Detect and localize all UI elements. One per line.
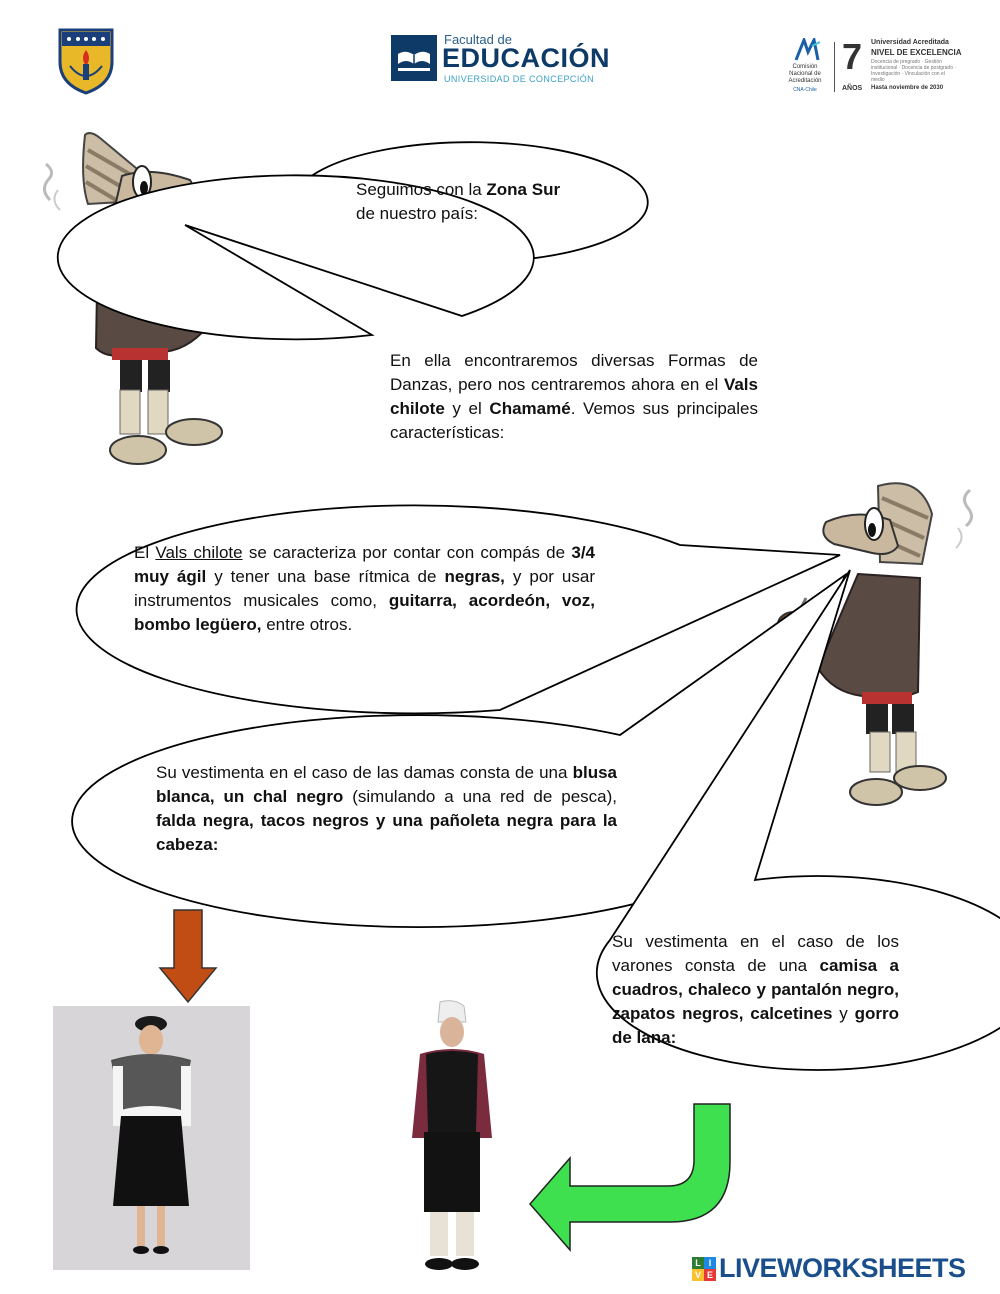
bubble-3-bold: guitarra, acordeón, voz, bombo legüero, (134, 591, 595, 634)
badge-cell: E (704, 1269, 716, 1281)
accreditation-title1: Universidad Acreditada (871, 39, 949, 46)
faculty-line2: EDUCACIÓN (442, 43, 611, 73)
bubble-2-text (390, 349, 758, 445)
bubble-5-bold: gorro de lana: (612, 1004, 899, 1047)
cna-agency: Comisión Nacional de Acreditación (788, 64, 822, 84)
bubble-1-bold: Zona Sur (486, 180, 561, 199)
bubble-5-part: Su vestimenta en el caso de los varones consta de una (612, 932, 899, 975)
woman-costume-photo (53, 1006, 250, 1270)
accreditation-areas: Docencia de pregrado · Gestión institucional · Docencia de postgrado · Investigación · Vinculación con el medio (871, 59, 957, 83)
bubble-2-part: . Vemos sus principales características: (390, 399, 758, 442)
bubble-2-part: y el (444, 399, 490, 418)
down-arrow-icon (158, 908, 218, 1004)
bubble-4-bold: blusa blanca, un chal negro (156, 763, 617, 806)
bubble-1-text (356, 178, 616, 226)
badge-cell: V (692, 1269, 704, 1281)
accreditation-years-label: AÑOS (842, 85, 863, 92)
badge-cell: I (704, 1257, 716, 1269)
man-figure-icon (402, 998, 502, 1284)
bubble-3-bold: negras, (444, 567, 505, 586)
badge-cell: L (692, 1257, 704, 1269)
bubble-1-part: Seguimos con la (356, 180, 487, 199)
bubble-5-bold: camisa a cuadros, chaleco y pantalón negro, zapatos negros, calcetines (612, 956, 900, 1023)
bubble-2-bold: Vals chilote (390, 375, 758, 418)
bubble-4-part: Su vestimenta en el caso de las damas consta de una (156, 763, 573, 782)
bubble-2-part: En ella encontraremos diversas Formas de Danzas, pero nos centraremos ahora en el (390, 351, 758, 394)
liveworksheets-badge (692, 1257, 716, 1281)
bubble-2-bold: Chamamé (489, 399, 571, 418)
bubble-3-part: y tener una base rítmica de (206, 567, 445, 586)
bubble-3-part: y por usar instrumentos musicales como, (134, 567, 595, 610)
bubble-3-text (134, 541, 595, 637)
bubble-5-part: y (832, 1004, 855, 1023)
liveworksheets-logo (692, 1252, 992, 1288)
liveworksheets-wordmark[interactable]: LIVEWORKSHEETS (719, 1253, 966, 1283)
bubble-3-underline: Vals chilote (155, 543, 243, 562)
bubble-4-bold: falda negra, tacos negros y una pañoleta negra para la cabeza: (156, 811, 617, 854)
bubble-1-part: de nuestro país: (356, 204, 478, 223)
bubble-5-text (612, 930, 899, 1050)
accreditation-title2: NIVEL DE EXCELENCIA (871, 48, 962, 57)
faculty-line3: UNIVERSIDAD DE CONCEPCIÓN (444, 74, 595, 84)
bubble-3-part: entre otros. (261, 615, 353, 634)
bubble-4-text (156, 761, 617, 857)
curved-left-arrow-icon (528, 1102, 738, 1256)
bubble-3-part: El (134, 543, 156, 562)
bubble-3-part: se caracteriza por contar con compás de (242, 543, 572, 562)
accreditation-until: Hasta noviembre de 2030 (871, 85, 944, 91)
woman-figure-icon (53, 1006, 250, 1270)
man-costume-photo (402, 998, 502, 1284)
faculty-line1: Facultad de (444, 32, 512, 47)
bubble-4-part: (simulando a una red de pesca), (343, 787, 617, 806)
bubble-3-bold: 3/4 muy ágil (134, 543, 595, 586)
cna-sub: CNA-Chile (793, 87, 817, 93)
accreditation-years: 7 (842, 36, 863, 77)
